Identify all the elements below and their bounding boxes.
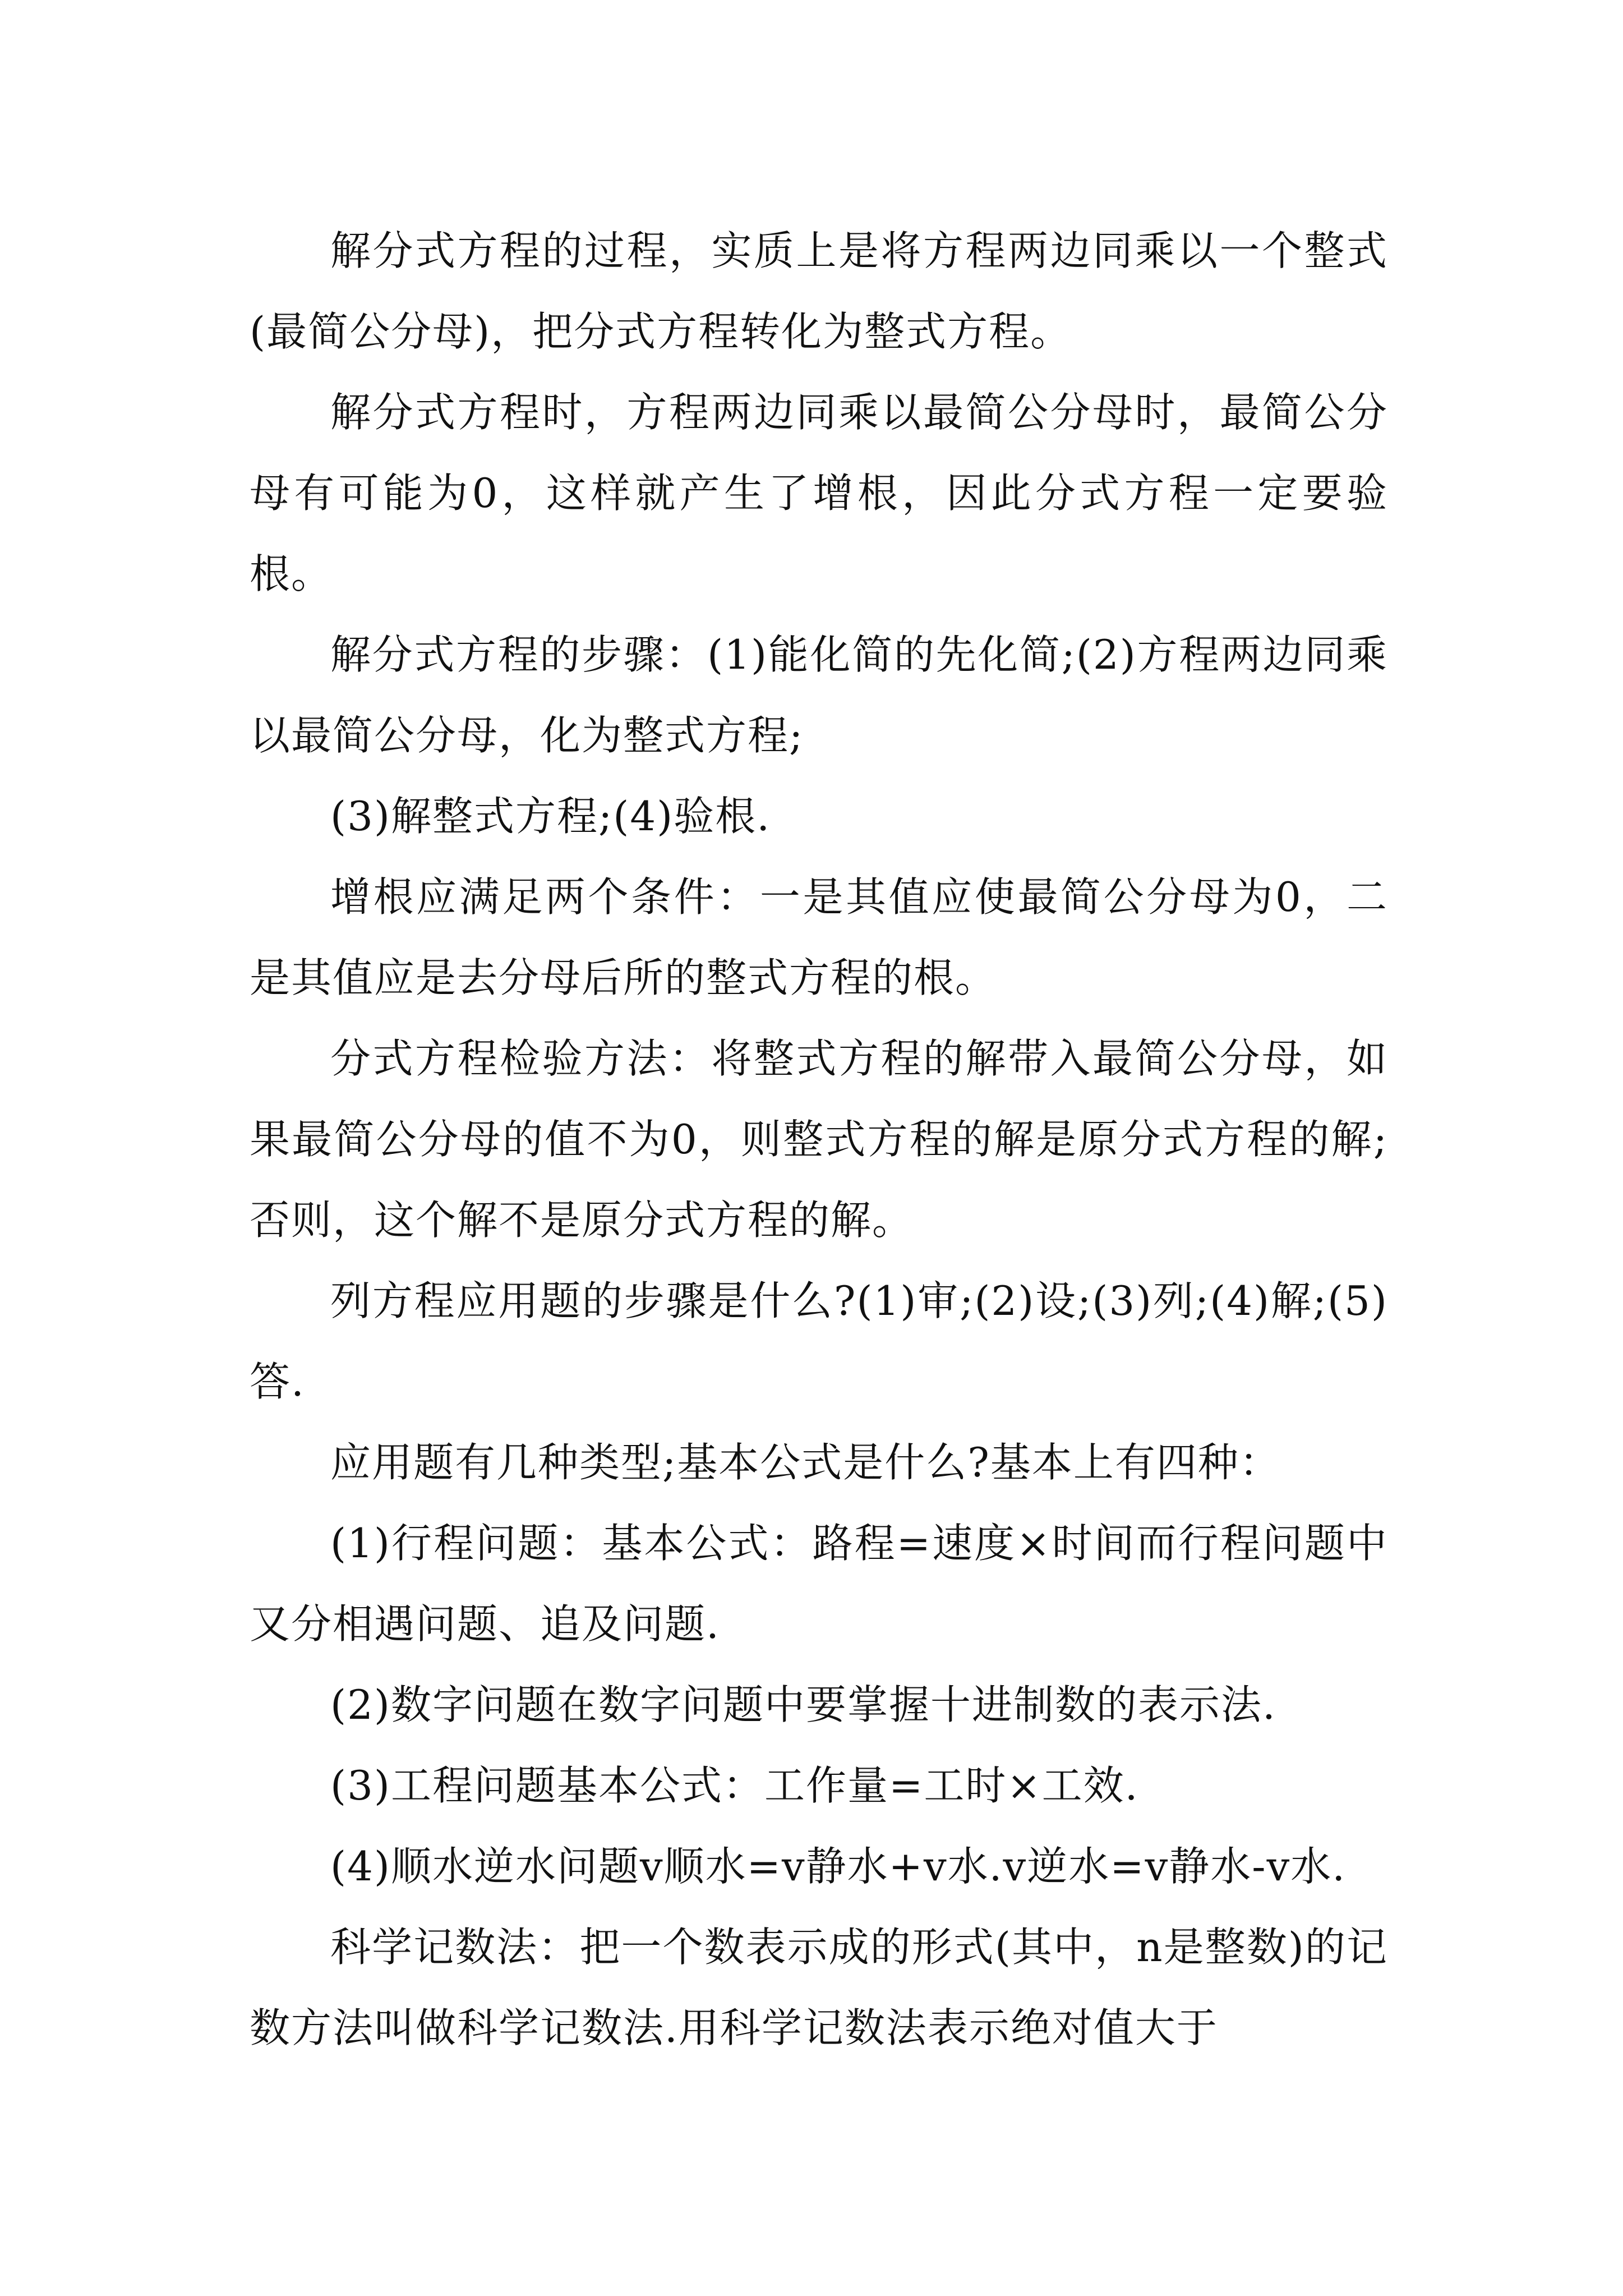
paragraph: (3)解整式方程;(4)验根. xyxy=(330,793,771,840)
paragraph: 分式方程检验方法：将整式方程的解带入最简公分母，如果最简公分母的值不为0，则整式方程的解是原分式方程的解;否则，这个解不是原分式方程的解。 xyxy=(250,1035,1388,1244)
paragraph: 解分式方程的步骤：(1)能化简的先化简;(2)方程两边同乘以最简公分母，化为整式方程; xyxy=(250,631,1388,759)
paragraph: 解分式方程时，方程两边同乘以最简公分母时，最简公分母有可能为0，这样就产生了增根，因此分式方程一定要验根。 xyxy=(250,389,1388,597)
paragraph: 解分式方程的过程，实质上是将方程两边同乘以一个整式(最简公分母)，把分式方程转化为整式方程。 xyxy=(250,227,1388,355)
paragraph: 增根应满足两个条件：一是其值应使最简公分母为0，二是其值应是去分母后所的整式方程的根。 xyxy=(250,873,1388,1001)
paragraph: (3)工程问题基本公式：工作量=工时×工效. xyxy=(330,1762,1139,1809)
paragraph: (1)行程问题：基本公式：路程=速度×时间而行程问题中又分相遇问题、追及问题. xyxy=(250,1520,1388,1648)
paragraph: (2)数字问题在数字问题中要掌握十进制数的表示法. xyxy=(330,1681,1276,1728)
paragraph: 应用题有几种类型;基本公式是什么?基本上有四种： xyxy=(330,1439,1281,1486)
paragraph: 列方程应用题的步骤是什么?(1)审;(2)设;(3)列;(4)解;(5)答. xyxy=(250,1277,1388,1405)
paragraph: (4)顺水逆水问题v顺水=v静水+v水.v逆水=v静水-v水. xyxy=(330,1843,1347,1890)
body-text xyxy=(250,210,1388,2068)
paragraph: 科学记数法：把一个数表示成的形式(其中，n是整数)的记数方法叫做科学记数法.用科学记数法表示绝对值大于 xyxy=(250,1924,1388,2051)
